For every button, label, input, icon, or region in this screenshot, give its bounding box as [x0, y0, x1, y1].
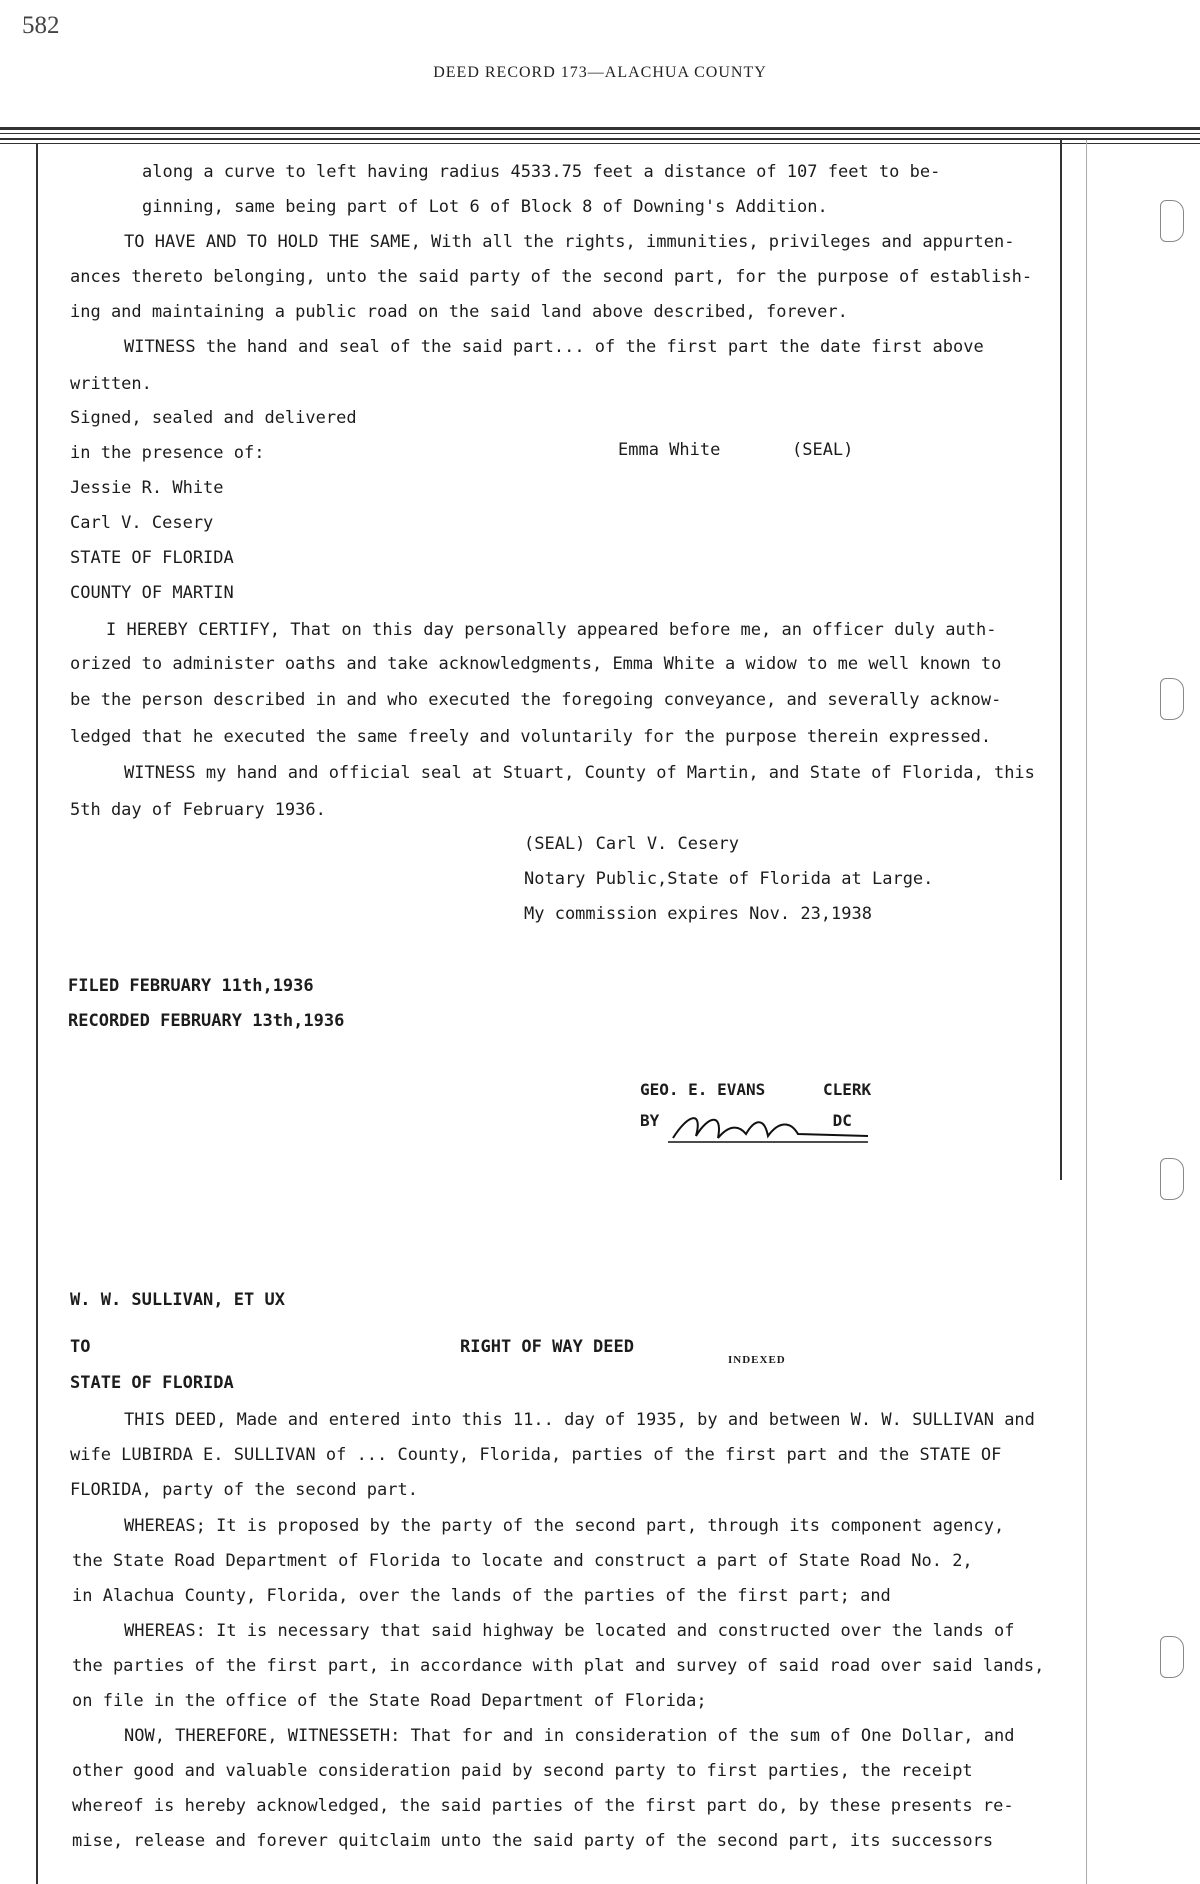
- binder-hole-icon: [1160, 1636, 1184, 1678]
- text-line: along a curve to left having radius 4533.75 feet a distance of 107 feet to be-: [142, 162, 941, 182]
- text-line: COUNTY OF MARTIN: [70, 583, 234, 603]
- header-rule: [0, 133, 1200, 134]
- text-line: be the person described in and who executed the foregoing conveyance, and severally acknow-: [70, 690, 1002, 710]
- text-line: 5th day of February 1936.: [70, 800, 326, 820]
- text-line: WHEREAS: It is necessary that said highway be located and constructed over the lands of: [124, 1621, 1015, 1641]
- signature-scrawl-icon: [668, 1106, 878, 1146]
- binder-hole-icon: [1160, 1158, 1184, 1200]
- text-line: My commission expires Nov. 23,1938: [524, 904, 872, 924]
- text-line: whereof is hereby acknowledged, the said parties of the first part do, by these presents re-: [72, 1796, 1014, 1816]
- text-line: TO: [70, 1337, 91, 1357]
- text-line: WHEREAS; It is proposed by the party of the second part, through its component agency,: [124, 1516, 1005, 1536]
- text-line: other good and valuable consideration paid by second party to first parties, the receipt: [72, 1761, 973, 1781]
- text-line: ing and maintaining a public road on the said land above described, forever.: [70, 302, 848, 322]
- header-rule: [0, 143, 1200, 144]
- text-line: NOW, THEREFORE, WITNESSETH: That for and in consideration of the sum of One Dollar, and: [124, 1726, 1015, 1746]
- text-line: TO HAVE AND TO HOLD THE SAME, With all the rights, immunities, privileges and appurten-: [124, 232, 1015, 252]
- signature-line: Emma White (SEAL): [618, 440, 854, 460]
- text-line: Carl V. Cesery: [70, 513, 214, 533]
- text-line: THIS DEED, Made and entered into this 11.. day of 1935, by and between W. W. SULLIVAN and: [124, 1410, 1035, 1430]
- text-line: the State Road Department of Florida to locate and construct a part of State Road No. 2,: [72, 1551, 973, 1571]
- header-rule: [0, 127, 1200, 130]
- text-line: W. W. SULLIVAN, ET UX: [70, 1290, 285, 1310]
- text-line: in Alachua County, Florida, over the lands of the parties of the first part; and: [72, 1586, 891, 1606]
- clerk-name: GEO. E. EVANS CLERK: [640, 1080, 872, 1099]
- filed-line: FILED FEBRUARY 11th,1936: [68, 976, 314, 996]
- header-rule: [0, 138, 1200, 140]
- deed-title: RIGHT OF WAY DEED: [460, 1337, 634, 1357]
- right-margin-line: [1060, 140, 1062, 1180]
- text-line: ances thereto belonging, unto the said party of the second part, for the purpose of establish-: [70, 267, 1033, 287]
- page-number: 582: [22, 12, 60, 39]
- right-margin-line: [1086, 140, 1087, 1884]
- binder-hole-icon: [1160, 200, 1184, 242]
- text-line: Notary Public,State of Florida at Large.: [524, 869, 934, 889]
- text-line: STATE OF FLORIDA: [70, 548, 234, 568]
- text-line: FLORIDA, party of the second part.: [70, 1480, 418, 1500]
- left-margin-line: [36, 144, 38, 1884]
- text-line: the parties of the first part, in accordance with plat and survey of said road over said lands,: [72, 1656, 1045, 1676]
- text-line: STATE OF FLORIDA: [70, 1373, 234, 1393]
- text-line: wife LUBIRDA E. SULLIVAN of ... County, Florida, parties of the first part and the STATE OF: [70, 1445, 1002, 1465]
- page-header: DEED RECORD 173—ALACHUA COUNTY: [433, 64, 767, 81]
- text-line: WITNESS my hand and official seal at Stuart, County of Martin, and State of Florida, this: [124, 763, 1035, 783]
- clerk-by: BY DC: [640, 1111, 852, 1130]
- text-line: written.: [70, 374, 152, 394]
- text-line: mise, release and forever quitclaim unto the said party of the second part, its successors: [72, 1831, 994, 1851]
- text-line: I HEREBY CERTIFY, That on this day personally appeared before me, an officer duly auth-: [106, 620, 997, 640]
- text-line: on file in the office of the State Road Department of Florida;: [72, 1691, 707, 1711]
- binder-hole-icon: [1160, 678, 1184, 720]
- text-line: ledged that he executed the same freely and voluntarily for the purpose therein expressed.: [70, 727, 992, 747]
- text-line: WITNESS the hand and seal of the said part... of the first part the date first above: [124, 337, 984, 357]
- text-line: Jessie R. White: [70, 478, 224, 498]
- recorded-line: RECORDED FEBRUARY 13th,1936: [68, 1011, 345, 1031]
- text-line: orized to administer oaths and take acknowledgments, Emma White a widow to me well known to: [70, 654, 1002, 674]
- text-line: Signed, sealed and delivered: [70, 408, 357, 428]
- indexed-stamp: INDEXED: [728, 1354, 786, 1366]
- text-line: in the presence of:: [70, 443, 265, 463]
- text-line: ginning, same being part of Lot 6 of Block 8 of Downing's Addition.: [142, 197, 828, 217]
- text-line: (SEAL) Carl V. Cesery: [524, 834, 739, 854]
